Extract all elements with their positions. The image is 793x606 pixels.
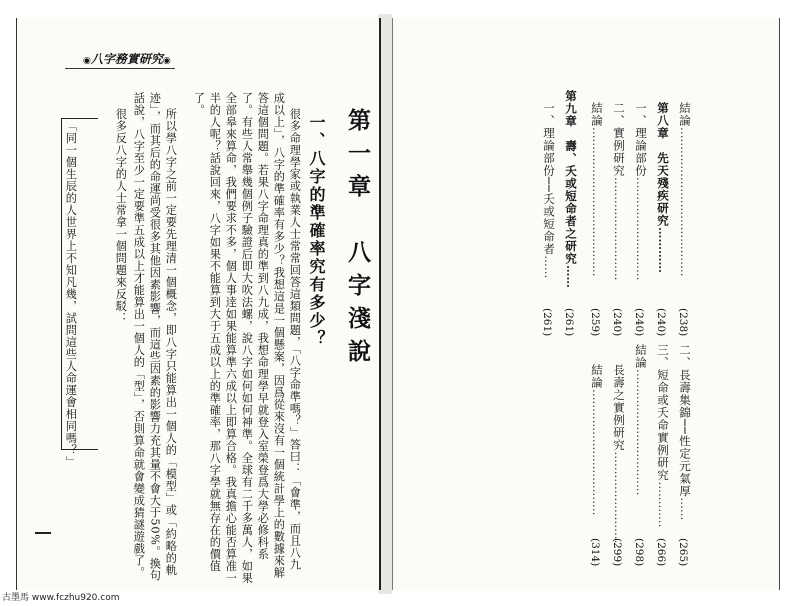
section-title: 一、八字的準確率究有多少？ xyxy=(307,114,326,348)
toc-leader: ………………………………… xyxy=(678,127,692,277)
toc-leader: …………………… xyxy=(612,451,626,544)
toc-page-number: (261) xyxy=(541,308,553,337)
toc-entry xyxy=(541,102,557,278)
toc-page-number: (265) xyxy=(677,538,689,567)
toc-entry-title: 結論 xyxy=(634,344,648,369)
header-rule xyxy=(65,68,175,69)
paragraph-line: 全部皋來算命，我們要求不多，個人事逹如果能算準六成以上即算合格。我真擔心能否算准一 xyxy=(224,92,238,584)
toc-chapter-entry xyxy=(655,102,671,273)
toc-entry-title: 一、理論部份──夭或短命者 xyxy=(542,102,556,256)
running-header xyxy=(83,50,171,67)
toc-page-number: (240) xyxy=(611,308,623,337)
toc-chapter-entry xyxy=(563,90,579,288)
toc-leader: …… xyxy=(678,497,692,521)
toc-entry xyxy=(589,102,605,277)
ornament-icon: ◉ xyxy=(162,56,171,66)
margin-dash xyxy=(35,532,51,534)
running-header-text: 八字務實研究 xyxy=(90,52,163,66)
toc-page-number: (238) xyxy=(677,308,689,337)
toc-leader: ……………………… xyxy=(612,177,626,281)
toc-entry-title: 第九章 壽、夭或短命者之研究 xyxy=(564,90,578,265)
toc-leader: …………………………… xyxy=(590,389,604,516)
toc-page-number: (266) xyxy=(655,538,667,567)
paragraph-line: 很多命理學家或執業人士常常回答這類問題，「八字命準嗎？」答曰：「會準，而且八九 xyxy=(288,108,302,571)
chapter-title: 第一章 八字淺說 xyxy=(344,108,371,372)
toc-entry xyxy=(633,344,649,496)
paragraph-line: 了。有些人常舉幾個例子驗證后即大吹法螺，說八字如何如何神準。全球有二千多萬人，如果 xyxy=(240,92,254,584)
paragraph-line: 很多反八字的人士常拿一個問題來反駁： xyxy=(114,108,128,324)
paragraph-line: 半的人呢？話說回來，八字如果不能算到大于五成以上的準確率，那八字學就無存在的價值 xyxy=(208,92,222,572)
paragraph-line: 了。 xyxy=(192,92,206,116)
toc-entry-title: 結論 xyxy=(678,102,692,127)
toc-entry xyxy=(589,364,605,516)
toc-entry-title: 二、實例研究 xyxy=(612,102,626,177)
quote-text: 「同一個生辰的人世界上不知凡幾，試問這些人命運會相同嗎？」 xyxy=(64,120,78,468)
toc-leader: …… xyxy=(542,255,556,279)
toc-entry xyxy=(611,364,627,544)
paragraph-line: 所以學八字之前一定要先理清一個概念，即八字只能算出一個人的「模型」或「約略的軌 xyxy=(164,108,178,576)
paragraph-line: 成以上」，八字的準確率有多少？我想這是一個懸案，因爲從來沒有一個統計學上的數據來解 xyxy=(272,92,286,579)
site-watermark: 古墨馬 www.fczhu920.com xyxy=(2,590,120,603)
toc-entry-title: 結論 xyxy=(590,364,604,389)
toc-entry-title: 二、長壽集錦──性定元氣厚 xyxy=(678,344,692,498)
toc-entry xyxy=(677,102,693,277)
toc-entry xyxy=(677,344,693,520)
toc-page-number: (314) xyxy=(589,538,601,567)
paragraph-line: 答這個問題。若果八字命理真的準到八九成，我想命理學早就登入室榮登爲大學必修科系 xyxy=(256,92,270,560)
toc-leader: ……………………… xyxy=(634,177,648,281)
toc-page-number: (261) xyxy=(563,308,575,337)
toc-page-number: (299) xyxy=(611,538,623,567)
left-page xyxy=(16,18,381,590)
toc-leader: ………………………………… xyxy=(590,127,604,277)
toc-page-number: (240) xyxy=(633,308,645,337)
toc-entry xyxy=(633,102,649,281)
toc-leader: …… xyxy=(564,265,578,288)
paragraph-line: 話說，八字至少一定要準五成以上才能算出一個人的「型」，否則算命就會變成猜謎遊戲了。 xyxy=(132,92,146,579)
paragraph-line: 迹」，而其后的命運尚受很多其他因素影響，而這些因素的影響力充其量不會大于50%。換句 xyxy=(148,92,162,582)
ornament-icon: ◉ xyxy=(83,56,91,66)
toc-entry-title: 第八章 先天殘疾研究 xyxy=(656,102,670,227)
toc-entry xyxy=(611,102,627,281)
toc-entry xyxy=(655,344,671,528)
toc-page-number: (259) xyxy=(589,308,601,337)
toc-page-number: (240) xyxy=(655,308,667,337)
right-page xyxy=(392,18,780,590)
toc-leader: …………………………… xyxy=(634,369,648,496)
toc-entry-title: 結論 xyxy=(590,102,604,127)
toc-page-number: (298) xyxy=(633,538,645,567)
toc-entry-title: 三、短命或夭命實例研究 xyxy=(656,344,670,482)
toc-leader: ………… xyxy=(656,227,670,273)
toc-entry-title: 一、理論部份 xyxy=(634,102,648,177)
toc-leader: ………… xyxy=(656,481,670,528)
toc-entry-title: 長壽之實例研究 xyxy=(612,364,626,452)
